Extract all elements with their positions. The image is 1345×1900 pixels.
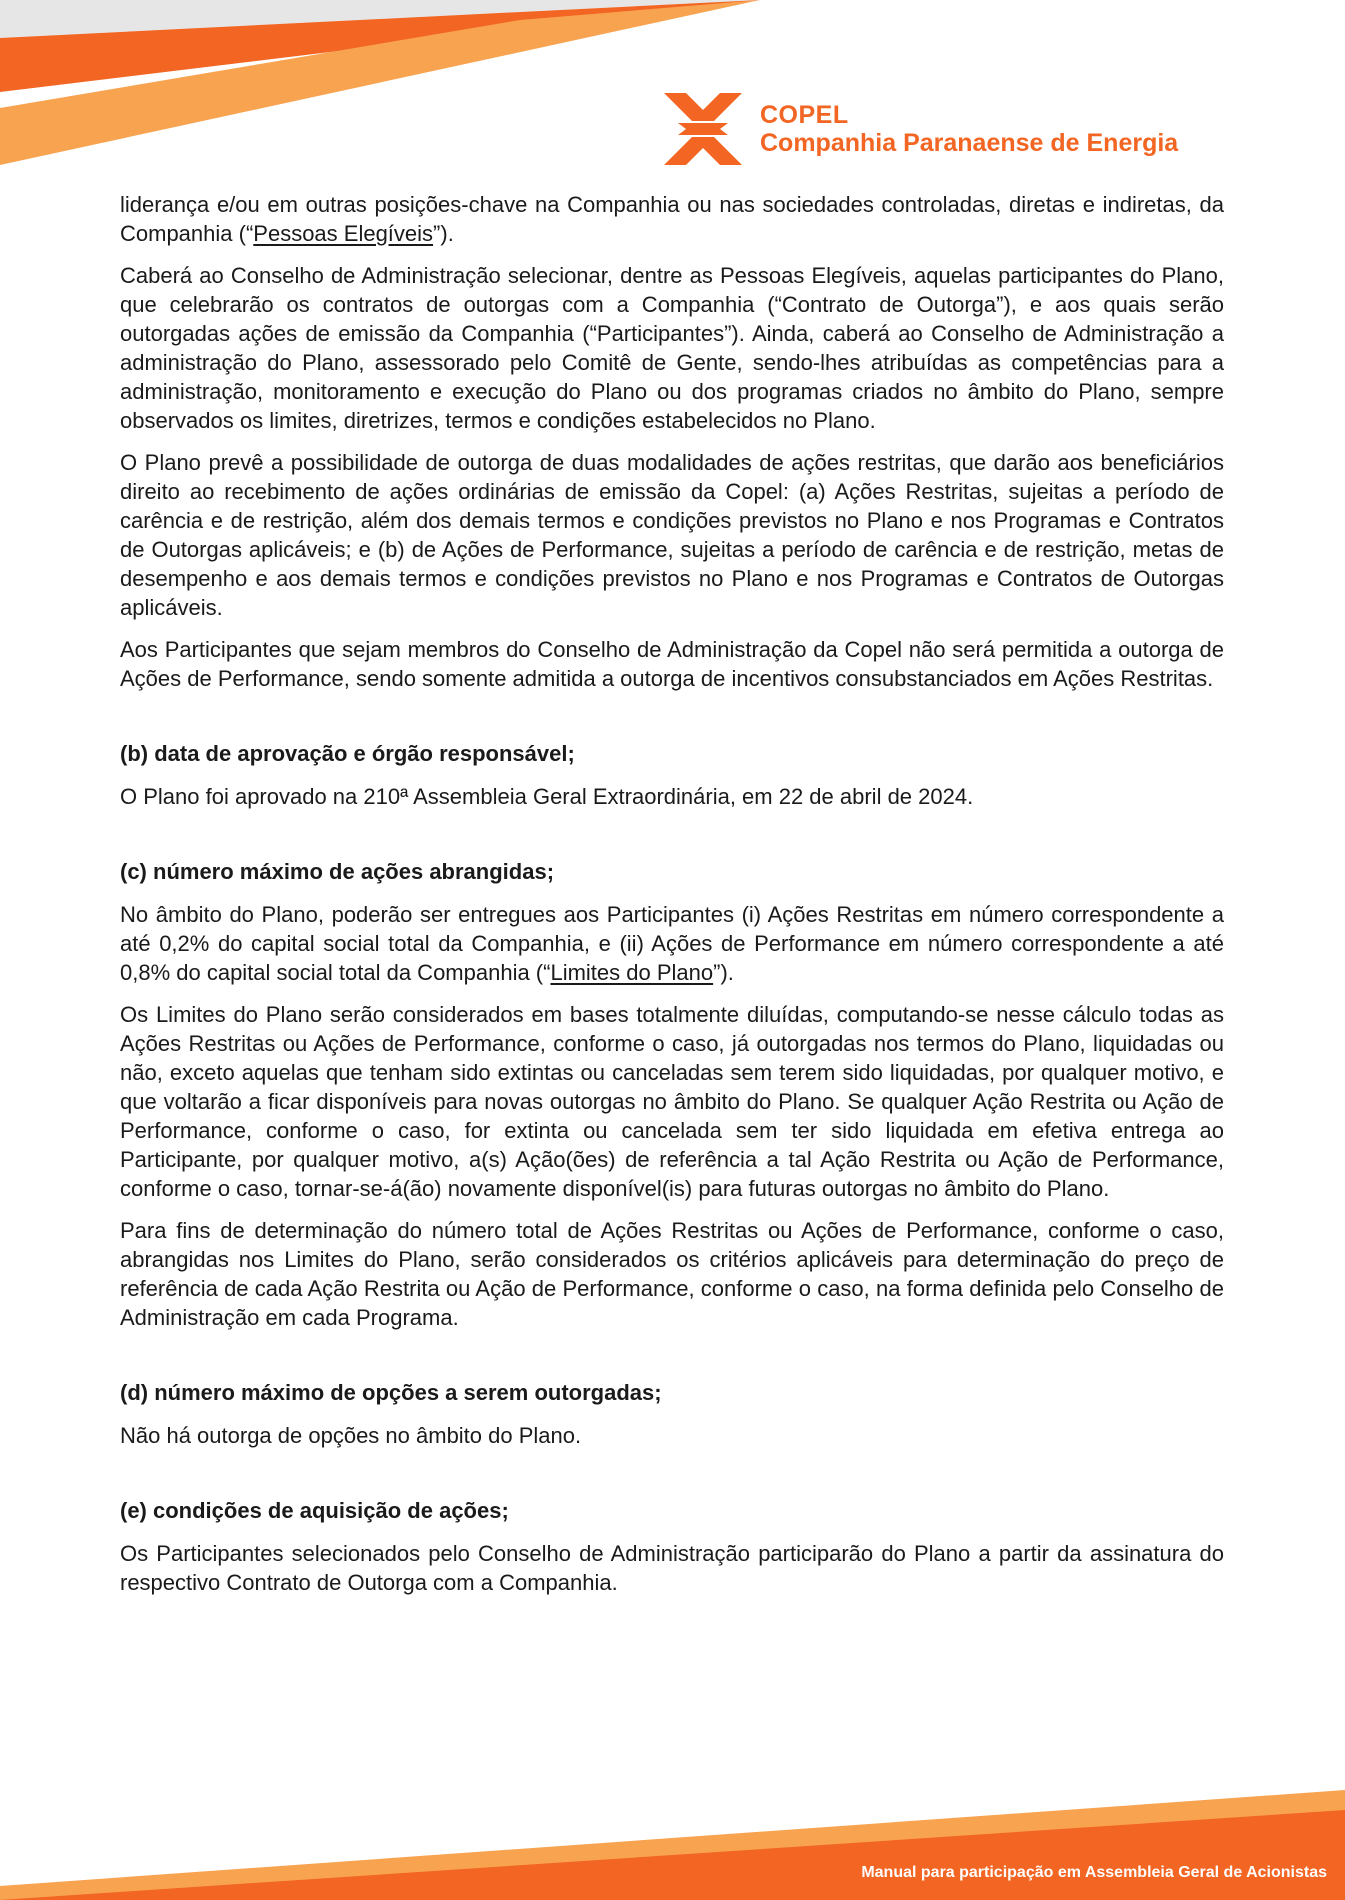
term-limites-do-plano: Limites do Plano <box>550 960 714 985</box>
paragraph-eligible-persons: liderança e/ou em outras posições-chave na Companhia ou nas sociedades controladas, diretas e indiretas, da Companhia (“Pessoas Elegíveis”). <box>120 192 1224 246</box>
heading-approval-date: (b) data de aprovação e órgão responsável; <box>120 741 575 766</box>
paragraph-modalities: O Plano prevê a possibilidade de outorga de duas modalidades de ações restritas, que darão aos beneficiários direito ao recebimento de ações ordinárias de emissão da Copel: (a) Ações Restritas, sujeitas a período de carência e de restrição, além dos demais termos e condições previstos no Plano e nos Programas e Contratos de Outorgas aplicáveis; e (b) de Ações de Performance, sujeitas a período de carência e de restrição, metas de desempenho e aos demais termos e condições previstos no Plano e nos Programas e Contratos de Outorgas aplicáveis. <box>120 450 1224 620</box>
footer-title: Manual para participação em Assembleia Geral de Acionistas <box>861 1864 1327 1881</box>
paragraph-approval-date: O Plano foi aprovado na 210ª Assembleia Geral Extraordinária, em 22 de abril de 2024. <box>120 784 974 809</box>
paragraph-plan-limits: No âmbito do Plano, poderão ser entregues aos Participantes (i) Ações Restritas em número correspondente a até 0,2% do capital social total da Companhia, e (ii) Ações de Performance em número correspondente a até 0,8% do capital social total da Companhia (“Limites do Plano”). <box>120 902 1224 985</box>
paragraph-board-members: Aos Participantes que sejam membros do Conselho de Administração da Copel não será permitida a outorga de Ações de Performance, sendo somente admitida a outorga de incentivos consubstanciados em Ações Restritas. <box>120 637 1224 691</box>
document-body <box>120 190 1224 1610</box>
paragraph-no-options: Não há outorga de opções no âmbito do Plano. <box>120 1423 582 1448</box>
logo-name: COPEL <box>760 101 849 129</box>
heading-max-options: (d) número máximo de opções a serem outorgadas; <box>120 1380 662 1405</box>
header-stripes <box>0 0 760 170</box>
heading-max-shares: (c) número máximo de ações abrangidas; <box>120 859 555 884</box>
heading-acquisition-conditions: (e) condições de aquisição de ações; <box>120 1498 509 1523</box>
term-pessoas-elegiveis: Pessoas Elegíveis <box>253 221 434 246</box>
paragraph-reference-price: Para fins de determinação do número total de Ações Restritas ou Ações de Performance, conforme o caso, abrangidas nos Limites do Plano, serão considerados os critérios aplicáveis para determinação do preço de referência de cada Ação Restrita ou Ação de Performance, conforme o caso, na forma definida pelo Conselho de Administração em cada Programa. <box>120 1218 1224 1330</box>
paragraph-acquisition-conditions: Os Participantes selecionados pelo Conselho de Administração participarão do Plano a partir da assinatura do respectivo Contrato de Outorga com a Companhia. <box>120 1541 1224 1595</box>
paragraph-diluted-basis: Os Limites do Plano serão considerados em bases totalmente diluídas, computando-se nesse cálculo todas as Ações Restritas ou Ações de Performance, conforme o caso, já outorgadas nos termos do Plano, liquidadas ou não, exceto aquelas que tenham sido extintas ou canceladas sem terem sido liquidadas, por qualquer motivo, e que voltarão a ficar disponíveis para novas outorgas no âmbito do Plano. Se qualquer Ação Restrita ou Ação de Performance, conforme o caso, for extinta ou cancelada sem ter sido liquidada em efetiva entrega ao Participante, por qualquer motivo, a(s) Ação(ões) de referência a tal Ação Restrita ou Ação de Performance, conforme o caso, tornar-se-á(ão) novamente disponível(is) para futuras outorgas no âmbito do Plano. <box>120 1002 1224 1201</box>
copel-logo-icon <box>664 93 742 165</box>
footer-band <box>0 1790 1345 1900</box>
paragraph-board-role: Caberá ao Conselho de Administração selecionar, dentre as Pessoas Elegíveis, aquelas participantes do Plano, que celebrarão os contratos de outorgas com a Companhia (“Contrato de Outorga”), e aos quais serão outorgadas ações de emissão da Companhia (“Participantes”). Ainda, caberá ao Conselho de Administração a administração do Plano, assessorado pelo Comitê de Gente, sendo-lhes atribuídas as competências para a administração, monitoramento e execução do Plano ou dos programas criados no âmbito do Plano, sempre observados os limites, diretrizes, termos e condições estabelecidos no Plano. <box>120 263 1224 433</box>
company-logo <box>664 93 1178 165</box>
footer-band-orange <box>0 1810 1345 1900</box>
logo-full-name: Companhia Paranaense de Energia <box>760 129 1179 157</box>
